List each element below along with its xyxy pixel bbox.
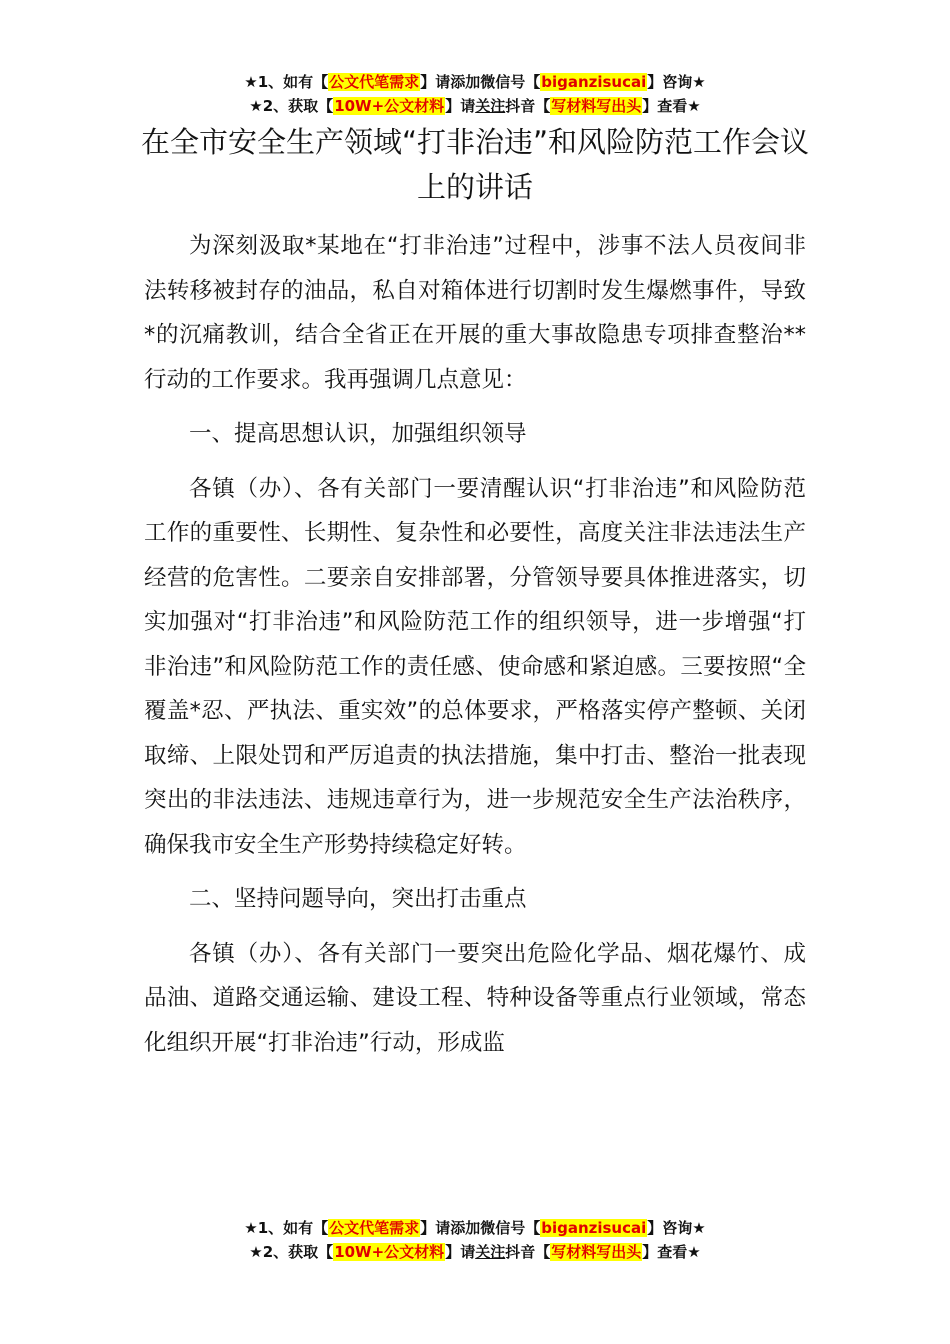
section-2-paragraph: 各镇（办）、各有关部门一要突出危险化学品、烟花爆竹、成品油、道路交通运输、建设工程、特种设备等重点行业领域，常态化组织开展“打非治违”行动，形成监: [144, 940, 806, 1056]
promo-text: 】请添加微信号【: [420, 73, 541, 91]
promo-highlight: 公文代笔需求: [329, 1219, 420, 1237]
section-1-paragraph: 各镇（办）、各有关部门一要清醒认识“打非治违”和风险防范工作的重要性、长期性、复杂性和必要性，高度关注非法违法生产经营的危害性。二要亲自安排部署，分管领导要具体推进落实，切实加强对“打非治违”和风险防范工作的组织领导，进一步增强“打非治违”和风险防范工作的责任感、使命感和紧迫感。三要按照“全覆盖*忍、严执法、重实效”的总体要求，严格落实停产整顿、关闭取缔、上限处罚和严厉追责的执法措施，集中打击、整治一批表现突出的非法违法、违规违章行为，进一步规范安全生产法治秩序，确保我市安全生产形势持续稳定好转。: [144, 475, 806, 858]
promo-text: 】咨询★: [647, 73, 706, 91]
promo-highlight: 10W+公文材料: [334, 97, 445, 115]
promo-text: 】请: [445, 97, 476, 115]
promo-text: 抖音【: [505, 1243, 551, 1261]
promo-underline: 关注: [475, 97, 506, 115]
promo-text: 】查看★: [642, 97, 701, 115]
promo-text: 】请添加微信号【: [420, 1219, 541, 1237]
document-title: 在全市安全生产领域“打非治违”和风险防范工作会议上的讲话: [140, 125, 810, 204]
header-promo-banner: [0, 70, 950, 118]
promo-highlight: 10W+公文材料: [334, 1243, 445, 1261]
promo-line-2: [0, 1240, 950, 1264]
promo-text: 】请: [445, 1243, 476, 1261]
promo-text: ★2、获取【: [249, 97, 334, 115]
promo-text: 】咨询★: [647, 1219, 706, 1237]
footer-promo-banner: [0, 1216, 950, 1264]
promo-underline: 关注: [475, 1243, 506, 1261]
document-body: [144, 224, 806, 1065]
promo-line-1: [0, 1216, 950, 1240]
intro-paragraph: 为深刻汲取*某地在“打非治违”过程中，涉事不法人员夜间非法转移被封存的油品，私自对箱体进行切割时发生爆燃事件，导致*的沉痛教训，结合全省正在开展的重大事故隐患专项排查整治**行动的工作要求。我再强调几点意见：: [144, 233, 806, 393]
promo-highlight-wechat-id: biganzisucai: [541, 1219, 647, 1237]
promo-highlight-wechat-id: biganzisucai: [541, 73, 647, 91]
promo-text: 】查看★: [642, 1243, 701, 1261]
promo-highlight-douyin: 写材料写出头: [551, 97, 642, 115]
promo-text: ★1、如有【: [244, 73, 329, 91]
promo-highlight: 公文代笔需求: [329, 73, 420, 91]
promo-line-1: [0, 70, 950, 94]
promo-highlight-douyin: 写材料写出头: [551, 1243, 642, 1261]
promo-line-2: [0, 94, 950, 118]
promo-text: ★2、获取【: [249, 1243, 334, 1261]
promo-text: ★1、如有【: [244, 1219, 329, 1237]
section-1-heading: 一、提高思想认识，加强组织领导: [189, 421, 527, 447]
section-2-heading: 二、坚持问题导向，突出打击重点: [189, 886, 527, 912]
promo-text: 抖音【: [505, 97, 551, 115]
